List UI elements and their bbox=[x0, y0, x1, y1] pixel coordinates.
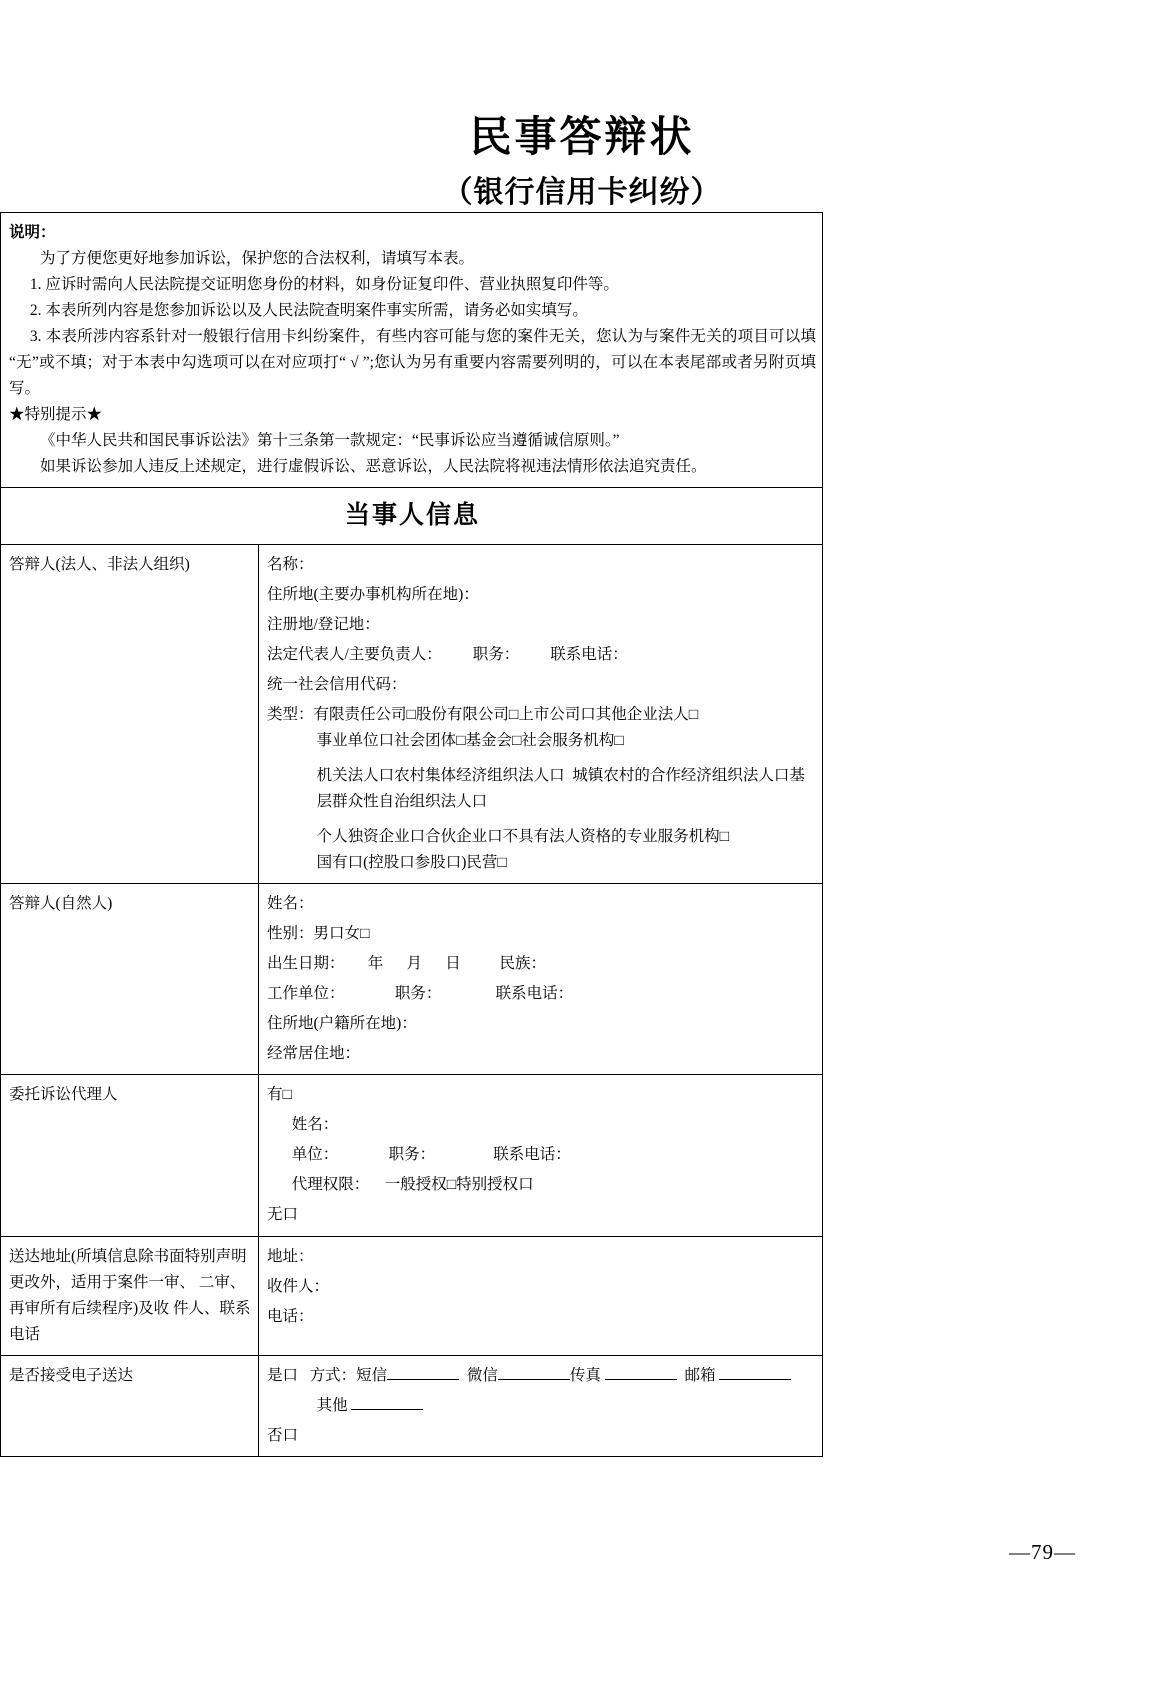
entity-type-prefix: 类型： bbox=[267, 705, 314, 723]
field-person-domicile: 住所地(户籍所在地)： bbox=[267, 1015, 417, 1033]
row-label-electronic-service: 是否接受电子送达 bbox=[1, 1355, 259, 1456]
instructions-paragraph-3: 3. 本表所涉内容系针对一般银行信用卡纠纷案件，有些内容可能与您的案件无关，您认为与案件无关的项目可以填“无”或不填；对于本表中勾选项可以在对应项打“ √ ”;您认为另有重要内容需要列明的，可以在本表尾部或者另附页填写。 bbox=[9, 327, 817, 397]
method-email-input[interactable] bbox=[719, 1379, 791, 1380]
row-label-natural-person: 答辩人(自然人) bbox=[1, 884, 259, 1075]
instructions-paragraph-0: 为了方便您更好地参加诉讼，保护您的合法权利，请填写本表。 bbox=[40, 249, 475, 267]
form-table bbox=[0, 212, 823, 1457]
entity-type-options-1[interactable]: 事业单位口社会团体□基金会□社会服务机构□ bbox=[316, 732, 624, 749]
row-value-electronic-service bbox=[259, 1355, 823, 1456]
row-label-legal-entity: 答辩人(法人、非法人组织) bbox=[1, 544, 259, 883]
field-person-gender[interactable]: 性别：男口女□ bbox=[267, 925, 370, 943]
entity-type-options-4[interactable]: 国有口(控股口参股口)民营□ bbox=[316, 854, 507, 872]
row-value-agent bbox=[259, 1075, 823, 1236]
row-label-agent: 委托诉讼代理人 bbox=[1, 1075, 259, 1236]
method-other-label: 其他 bbox=[316, 1396, 348, 1414]
field-person-name: 姓名： bbox=[267, 895, 314, 913]
field-service-phone: 电话： bbox=[267, 1307, 314, 1325]
field-agent-unit: 单位： 职务： 联系电话： bbox=[291, 1146, 571, 1164]
instructions-heading: 说明： bbox=[9, 223, 56, 241]
field-person-employer: 工作单位： 职务： 联系电话： bbox=[267, 985, 574, 1003]
method-sms-input[interactable] bbox=[387, 1379, 459, 1380]
electronic-service-yes-line bbox=[267, 1363, 816, 1389]
special-tip-heading: ★特别提示★ bbox=[9, 405, 103, 423]
page-subtitle: （银行信用卡纠纷） bbox=[442, 175, 722, 209]
field-service-recipient: 收件人： bbox=[267, 1277, 330, 1295]
instructions-cell bbox=[1, 212, 823, 487]
section-header-row bbox=[1, 487, 823, 544]
field-entity-type-line-0 bbox=[267, 702, 816, 728]
method-other-input[interactable] bbox=[351, 1409, 423, 1410]
agent-has-checkbox[interactable]: 有□ bbox=[267, 1086, 292, 1104]
field-person-birthdate: 出生日期： 年 月 日 民族： bbox=[267, 955, 547, 973]
title-block bbox=[0, 0, 1164, 212]
field-entity-domicile: 住所地(主要办事机构所在地)： bbox=[267, 585, 479, 603]
field-person-residence: 经常居住地： bbox=[267, 1045, 361, 1063]
row-value-service-address bbox=[259, 1236, 823, 1355]
entity-type-options-2[interactable]: 机关法人口农村集体经济组织法人口 城镇农村的合作经济组织法人口基层群众性自治组织法人口 bbox=[316, 767, 805, 811]
method-fax-label: 传真 bbox=[569, 1366, 601, 1384]
instructions-paragraph-2: 2. 本表所列内容是您参加诉讼以及人民法院查明案件事实所需，请务必如实填写。 bbox=[29, 301, 588, 319]
table-row-agent bbox=[1, 1075, 823, 1236]
field-agent-name: 姓名： bbox=[291, 1116, 339, 1134]
row-value-natural-person bbox=[259, 884, 823, 1075]
row-value-legal-entity bbox=[259, 544, 823, 883]
instructions-row bbox=[1, 212, 823, 487]
electronic-service-other-line bbox=[267, 1393, 816, 1419]
special-tip-paragraph-0: 《中华人民共和国民事诉讼法》第十三条第一款规定：“民事诉讼应当遵循诚信原则。” bbox=[40, 431, 620, 449]
field-entity-credit-code: 统一社会信用代码： bbox=[267, 675, 407, 693]
table-row-service-address bbox=[1, 1236, 823, 1355]
table-row-electronic-service bbox=[1, 1355, 823, 1456]
electronic-service-no-checkbox[interactable]: 否口 bbox=[267, 1426, 299, 1444]
page-number: —79— bbox=[1009, 1540, 1076, 1564]
row-label-service-address: 送达地址(所填信息除书面特别声明更改外，适用于案件一审、 二审、再审所有后续程序)及收 件人、联系电话 bbox=[1, 1236, 259, 1355]
entity-type-options-3[interactable]: 个人独资企业口合伙企业口不具有法人资格的专业服务机构□ bbox=[316, 828, 729, 846]
table-row-natural-person bbox=[1, 884, 823, 1075]
electronic-service-yes-checkbox[interactable]: 是口 方式： bbox=[267, 1366, 357, 1384]
instructions-paragraph-1: 1. 应诉时需向人民法院提交证明您身份的材料，如身份证复印件、营业执照复印件等。 bbox=[29, 275, 619, 293]
field-entity-name: 名称： bbox=[267, 555, 314, 573]
method-email-label: 邮箱 bbox=[684, 1366, 716, 1384]
method-sms-label: 短信 bbox=[356, 1366, 388, 1384]
entity-type-options-0[interactable]: 有限责任公司□股份有限公司□上市公司口其他企业法人□ bbox=[313, 705, 699, 723]
method-wechat-label: 微信 bbox=[466, 1366, 498, 1384]
page-title: 民事答辩状 bbox=[469, 115, 695, 161]
method-wechat-input[interactable] bbox=[498, 1379, 570, 1380]
field-service-address: 地址： bbox=[267, 1247, 314, 1265]
field-agent-authority[interactable]: 代理权限： 一般授权□特别授权口 bbox=[291, 1176, 534, 1194]
special-tip-paragraph-1: 如果诉讼参加人违反上述规定，进行虚假诉讼、恶意诉讼，人民法院将视违法情形依法追究责任。 bbox=[40, 457, 707, 475]
section-header: 当事人信息 bbox=[1, 487, 823, 544]
field-entity-legal-representative: 法定代表人/主要负责人： 职务： 联系电话： bbox=[267, 645, 628, 663]
table-row-legal-entity bbox=[1, 544, 823, 883]
agent-none-checkbox[interactable]: 无口 bbox=[267, 1206, 299, 1224]
method-fax-input[interactable] bbox=[605, 1379, 677, 1380]
field-entity-registration-place: 注册地/登记地： bbox=[267, 615, 380, 633]
